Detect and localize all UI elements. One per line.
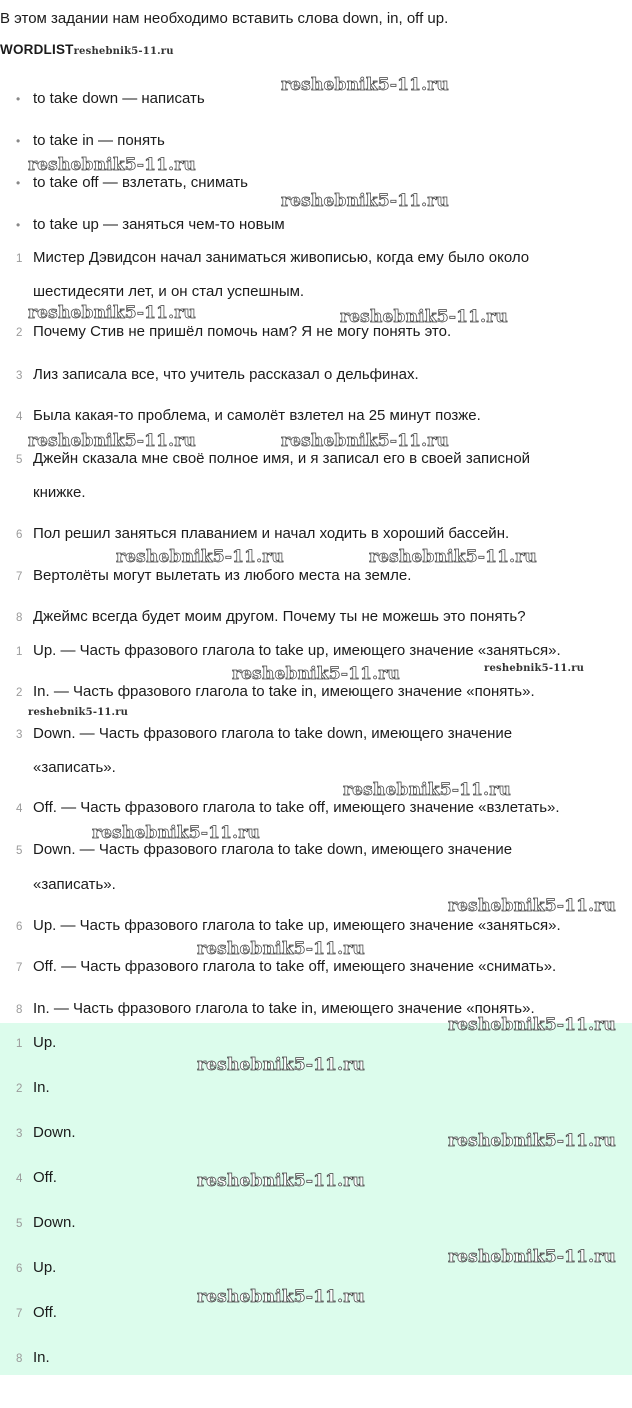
watermark: reshebnik5-11.ru: [28, 431, 196, 451]
watermark: reshebnik5-11.ru: [281, 431, 449, 451]
explanation-item: [16, 958, 556, 975]
translation-item: [16, 450, 530, 467]
answer-item: [16, 1124, 76, 1141]
answer-text: Off.: [33, 1169, 57, 1186]
item-number: 7: [16, 1308, 23, 1320]
item-number: 1: [16, 646, 23, 658]
explanation-item: [16, 683, 535, 700]
translation-item: [16, 525, 509, 542]
watermark: reshebnik5-11.ru: [448, 1131, 616, 1151]
explanation-item: [16, 917, 561, 934]
bullet-icon: •: [16, 92, 21, 106]
translation-item: [16, 249, 529, 266]
translation-text-continued: книжке.: [33, 484, 86, 501]
answer-item: [16, 1034, 56, 1051]
wordlist-item: [16, 90, 205, 107]
watermark: reshebnik5-11.ru: [281, 75, 449, 95]
bullet-icon: •: [16, 134, 21, 148]
answer-text: In.: [33, 1349, 50, 1366]
item-number: 8: [16, 612, 23, 624]
item-number: 3: [16, 370, 23, 382]
answer-item: [16, 1259, 56, 1276]
watermark: reshebnik5-11.ru: [73, 46, 174, 57]
explanation-text: Down. — Часть фразового глагола to take down, имеющего значение: [33, 725, 513, 742]
explanation-text: Off. — Часть фразового глагола to take off, имеющего значение «снимать».: [33, 958, 557, 975]
wordlist-item: [16, 174, 248, 191]
item-number: 4: [16, 1173, 23, 1185]
wordlist-heading: [0, 42, 174, 57]
item-number: 1: [16, 1038, 23, 1050]
explanation-text: Up. — Часть фразового глагола to take up, имеющего значение «заняться».: [33, 917, 561, 934]
answers-block: [0, 1023, 632, 1375]
item-number: 4: [16, 803, 23, 815]
explanation-item: [16, 725, 512, 742]
watermark: reshebnik5-11.ru: [28, 155, 196, 175]
item-number: 3: [16, 729, 23, 741]
explanation-item: [16, 799, 560, 816]
translation-item: [16, 567, 411, 584]
answer-text: Up.: [33, 1034, 57, 1051]
translation-item: [16, 366, 419, 383]
explanation-text: Up. — Часть фразового глагола to take up, имеющего значение «заняться».: [33, 642, 561, 659]
watermark: reshebnik5-11.ru: [484, 663, 585, 674]
item-number: 6: [16, 921, 23, 933]
wordlist-item: [16, 216, 285, 233]
item-number: 2: [16, 327, 23, 339]
item-number: 6: [16, 1263, 23, 1275]
item-number: 5: [16, 845, 23, 857]
item-number: 5: [16, 454, 23, 466]
translation-text-continued: шестидесяти лет, и он стал успешным.: [33, 283, 305, 300]
explanation-text: In. — Часть фразового глагола to take in, имеющего значение «понять».: [33, 683, 535, 700]
watermark: reshebnik5-11.ru: [197, 1287, 365, 1307]
translation-item: [16, 608, 526, 625]
explanation-text: In. — Часть фразового глагола to take in, имеющего значение «понять».: [33, 1000, 535, 1017]
watermark: reshebnik5-11.ru: [92, 823, 260, 843]
explanation-text: Down. — Часть фразового глагола to take down, имеющего значение: [33, 841, 513, 858]
answer-item: [16, 1304, 57, 1321]
watermark: reshebnik5-11.ru: [448, 1247, 616, 1267]
answer-text: Down.: [33, 1214, 76, 1231]
watermark: reshebnik5-11.ru: [197, 1171, 365, 1191]
explanation-text: Off. — Часть фразового глагола to take off, имеющего значение «взлетать».: [33, 799, 560, 816]
watermark: reshebnik5-11.ru: [197, 939, 365, 959]
wordlist-item-text: to take off — взлетать, снимать: [33, 174, 248, 191]
wordlist-item-text: to take down — написать: [33, 90, 205, 107]
answer-item: [16, 1079, 50, 1096]
answer-item: [16, 1169, 57, 1186]
watermark: reshebnik5-11.ru: [28, 303, 196, 323]
wordlist-item: [16, 132, 165, 149]
watermark: reshebnik5-11.ru: [369, 547, 537, 567]
answer-text: Off.: [33, 1304, 57, 1321]
item-number: 1: [16, 253, 23, 265]
bullet-icon: •: [16, 176, 21, 190]
watermark: reshebnik5-11.ru: [343, 780, 511, 800]
explanation-item: [16, 642, 561, 659]
answer-item: [16, 1214, 76, 1231]
watermark: reshebnik5-11.ru: [116, 547, 284, 567]
explanation-item: [16, 841, 512, 858]
watermark: reshebnik5-11.ru: [232, 664, 400, 684]
answer-text: Down.: [33, 1124, 76, 1141]
watermark: reshebnik5-11.ru: [28, 707, 129, 718]
translation-text: Мистер Дэвидсон начал заниматься живописью, когда ему было около: [33, 249, 530, 266]
translation-text: Джейн сказала мне своё полное имя, и я записал его в своей записной: [33, 450, 531, 467]
item-number: 8: [16, 1004, 23, 1016]
explanation-text-continued: «записать».: [33, 759, 116, 776]
item-number: 6: [16, 529, 23, 541]
item-number: 5: [16, 1218, 23, 1230]
item-number: 7: [16, 571, 23, 583]
translation-text: Пол решил заняться плаванием и начал ходить в хороший бассейн.: [33, 525, 510, 542]
item-number: 3: [16, 1128, 23, 1140]
item-number: 8: [16, 1353, 23, 1365]
item-number: 2: [16, 1083, 23, 1095]
watermark: reshebnik5-11.ru: [448, 896, 616, 916]
watermark: reshebnik5-11.ru: [448, 1015, 616, 1035]
translation-text: Вертолёты могут вылетать из любого места на земле.: [33, 567, 412, 584]
wordlist-item-text: to take in — понять: [33, 132, 165, 149]
answer-text: Up.: [33, 1259, 57, 1276]
item-number: 2: [16, 687, 23, 699]
translation-text: Лиз записала все, что учитель рассказал о дельфинах.: [33, 366, 419, 383]
watermark: reshebnik5-11.ru: [281, 191, 449, 211]
item-number: 4: [16, 411, 23, 423]
explanation-text-continued: «записать».: [33, 876, 116, 893]
wordlist-heading-label: WORDLIST: [0, 42, 74, 57]
watermark: reshebnik5-11.ru: [197, 1055, 365, 1075]
answer-item: [16, 1349, 50, 1366]
translation-text: Почему Стив не пришёл помочь нам? Я не могу понять это.: [33, 323, 452, 340]
watermark: reshebnik5-11.ru: [340, 307, 508, 327]
item-number: 7: [16, 962, 23, 974]
answer-text: In.: [33, 1079, 50, 1096]
bullet-icon: •: [16, 218, 21, 232]
translation-item: [16, 407, 481, 424]
wordlist-item-text: to take up — заняться чем-то новым: [33, 216, 285, 233]
translation-text: Джеймс всегда будет моим другом. Почему ты не можешь это понять?: [33, 608, 526, 625]
translation-text: Была какая-то проблема, и самолёт взлетел на 25 минут позже.: [33, 407, 481, 424]
intro-text: В этом задании нам необходимо вставить слова down, in, off up.: [0, 10, 449, 27]
